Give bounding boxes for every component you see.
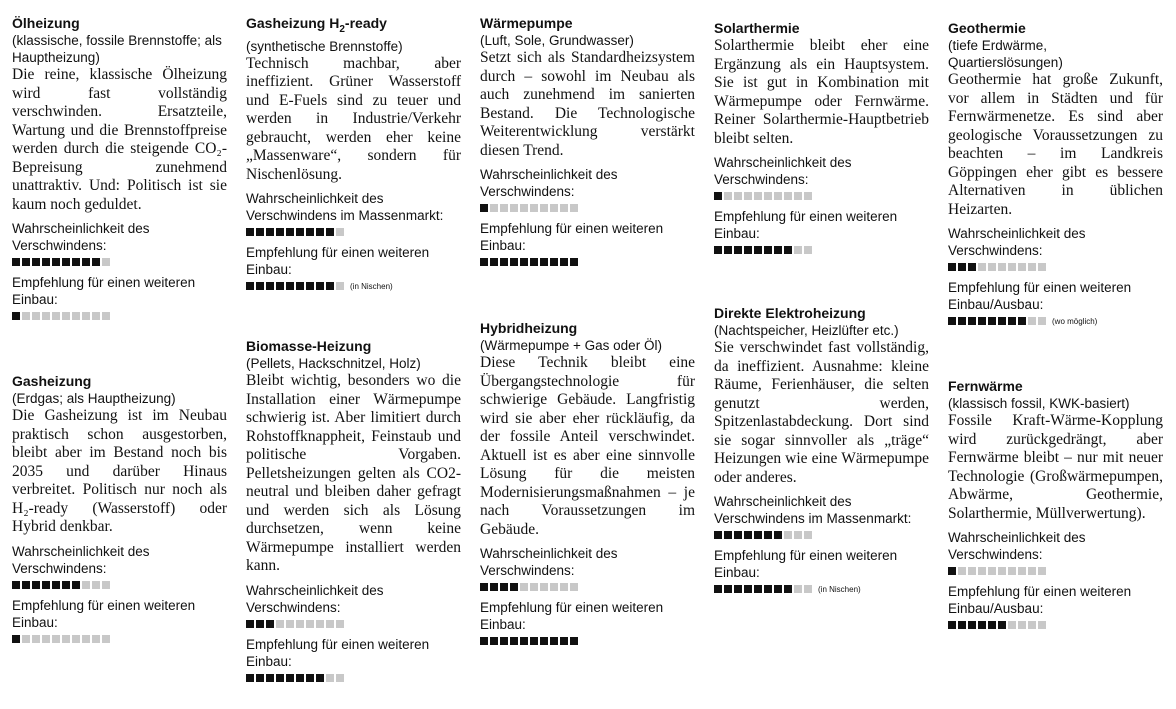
rating-square-empty <box>978 567 986 575</box>
rating-square-filled <box>724 531 732 539</box>
rating-squares <box>246 226 461 238</box>
rating-label: Wahrscheinlichkeit des Verschwindens im Massenmarkt: <box>246 191 444 224</box>
rating-squares <box>480 635 695 647</box>
rating-square-empty <box>784 531 792 539</box>
rating-square-filled <box>714 531 722 539</box>
rating-square-empty <box>500 204 508 212</box>
rating-square-empty <box>540 204 548 212</box>
rating-square-empty <box>82 581 90 589</box>
card-title <box>12 15 227 32</box>
rating-square-empty <box>794 192 802 200</box>
rating-square-empty <box>744 192 752 200</box>
card-title-subscript: 2 <box>339 23 345 35</box>
rating-square-empty <box>42 312 50 320</box>
card-biomasse <box>246 338 461 684</box>
rating-square-filled <box>784 585 792 593</box>
rating-label: Empfehlung für einen weiteren Einbau: <box>480 600 664 632</box>
card-body-text: Geothermie hat große Zukunft, vor allem in Städten und für Fernwärmenetze. Es sind aber geologische Voraussetzungen zu beachten – im Landkreis Göppingen eher gibt es bessere Alternativen in üblichen Heizarten. <box>948 71 1163 218</box>
rating-square-empty <box>336 228 344 236</box>
rating-square-empty <box>988 567 996 575</box>
rating-square-filled <box>316 674 324 682</box>
rating-square-filled <box>744 246 752 254</box>
rating-square-filled <box>276 228 284 236</box>
rating-square-empty <box>530 204 538 212</box>
rating-square-filled <box>510 258 518 266</box>
rating-square-filled <box>774 246 782 254</box>
card-title-text: Biomasse-Heizung <box>246 338 372 354</box>
card-gasheizung <box>12 373 227 645</box>
rating-square-empty <box>316 620 324 628</box>
rating-square-filled <box>296 674 304 682</box>
rating-square-filled <box>306 674 314 682</box>
card-title-text: Fernwärme <box>948 378 1023 394</box>
rating-square-filled <box>958 263 966 271</box>
rating-square-empty <box>1038 263 1046 271</box>
rating-square-filled <box>560 258 568 266</box>
rating-square-empty <box>1008 621 1016 629</box>
rating-square-empty <box>72 635 80 643</box>
rating-squares <box>480 256 695 268</box>
rating-square-empty <box>286 620 294 628</box>
card-title-text: Wärmepumpe <box>480 15 573 31</box>
rating-square-filled <box>256 620 264 628</box>
rating-square-filled <box>256 282 264 290</box>
rating-square-empty <box>1028 317 1036 325</box>
rating-square-filled <box>968 263 976 271</box>
rating-square-empty <box>764 192 772 200</box>
rating-square-filled <box>500 258 508 266</box>
rating-square-filled <box>510 637 518 645</box>
rating-squares <box>246 280 461 292</box>
card-body-text: Setzt sich als Standardheizsystem durch – sowohl im Neubau als auch zunehmend im sanierten Bestand. Die Technologische Weiterentwicklung verstärkt diesen Trend. <box>480 49 695 159</box>
rating-square-filled <box>1008 317 1016 325</box>
rating-square-filled <box>22 258 30 266</box>
rating-square-filled <box>480 258 488 266</box>
rating-square-filled <box>82 258 90 266</box>
rating-square-filled <box>42 258 50 266</box>
rating-square-filled <box>520 258 528 266</box>
card-title <box>948 20 1163 37</box>
card-title-text: Gasheizung H <box>246 15 340 31</box>
card-body-text: Bleibt wichtig, besonders wo die Installation einer Wärmepumpe schwierig ist. Aber limitiert durch Rohstoffknappheit, Feinstaub und politische Vorgaben. Pelletsheizungen gelten als CO2-neutral und bleiben daher gefragt und werden sich als Lösung durchsetzen, wenn keine Wärmepumpe installiert werden kann. <box>246 372 461 574</box>
card-body-text: Solarthermie bleibt eher eine Ergänzung als ein Hauptsystem. Sie ist gut in Kombination mit Wärmepumpe oder Fernwärme. Reiner Solarthermie-Hauptbetrieb bleibt selten. <box>714 37 929 147</box>
rating-square-filled <box>306 228 314 236</box>
rating-square-filled <box>266 228 274 236</box>
rating-square-empty <box>734 192 742 200</box>
card-subtitle: (Erdgas; als Hauptheizung) <box>12 391 176 406</box>
rating-square-filled <box>724 246 732 254</box>
card-body-text: Sie verschwindet fast vollständig, da ineffizient. Ausnahme: kleine Räume, Ferienhäuser, die selten genutzt werden, Spitzenlastabdeckung. Dort sind sie sogar sinnvoller als „träge“ Heizungen wie eine Wärmepumpe oder anderes. <box>714 339 929 486</box>
rating-square-empty <box>22 635 30 643</box>
rating-square-filled <box>550 258 558 266</box>
rating-square-filled <box>296 282 304 290</box>
rating-square-empty <box>336 282 344 290</box>
rating-squares <box>246 672 461 684</box>
card-title <box>480 320 695 337</box>
card-title <box>948 378 1163 395</box>
rating-square-empty <box>1008 263 1016 271</box>
card-body-text: Fossile Kraft-Wärme-Kopplung wird zurückgedrängt, aber Fernwärme bleibt – nur mit neuer Technologie (Großwärmepumpen, Abwärme, Geothermie, Solarthermie, Müllverwertung). <box>948 412 1163 522</box>
rating-square-empty <box>1028 621 1036 629</box>
rating-square-empty <box>276 620 284 628</box>
rating-square-filled <box>774 531 782 539</box>
rating-squares <box>480 581 695 593</box>
rating-square-empty <box>296 620 304 628</box>
rating-square-empty <box>774 192 782 200</box>
rating-square-filled <box>540 258 548 266</box>
rating-square-filled <box>988 317 996 325</box>
rating-label: Empfehlung für einen weiteren Einbau: <box>480 221 664 253</box>
rating-square-filled <box>42 581 50 589</box>
rating-label: Empfehlung für einen weiteren Einbau: <box>12 597 196 630</box>
rating-square-empty <box>570 583 578 591</box>
rating-note: (in Nischen) <box>350 281 393 291</box>
rating-square-filled <box>530 637 538 645</box>
rating-square-filled <box>92 258 100 266</box>
rating-square-filled <box>326 228 334 236</box>
rating-square-empty <box>1018 263 1026 271</box>
rating-square-empty <box>490 204 498 212</box>
rating-label: Wahrscheinlichkeit des Verschwindens: <box>246 582 384 615</box>
card-title <box>480 15 695 32</box>
rating-square-filled <box>774 585 782 593</box>
card-gasheizung-h2 <box>246 15 461 292</box>
rating-square-filled <box>12 258 20 266</box>
rating-square-filled <box>510 583 518 591</box>
card-subtitle: (Pellets, Hackschnitzel, Holz) <box>246 356 421 371</box>
rating-square-filled <box>714 192 722 200</box>
card-title-text: Gasheizung <box>12 373 92 389</box>
rating-square-filled <box>744 531 752 539</box>
rating-squares <box>480 202 695 214</box>
rating-squares <box>948 619 1163 631</box>
card-solarthermie <box>714 20 929 256</box>
rating-square-empty <box>1038 317 1046 325</box>
rating-square-empty <box>102 258 110 266</box>
rating-square-empty <box>510 204 518 212</box>
rating-label: Wahrscheinlichkeit des Verschwindens: <box>480 546 618 578</box>
card-geothermie <box>948 20 1163 327</box>
rating-squares <box>12 256 227 268</box>
rating-square-filled <box>948 621 956 629</box>
rating-label: Empfehlung für einen weiteren Einbau: <box>246 245 430 278</box>
card-elektroheizung <box>714 305 929 595</box>
rating-square-filled <box>754 531 762 539</box>
rating-square-filled <box>958 621 966 629</box>
rating-square-filled <box>480 204 488 212</box>
card-body-text: Technisch machbar, aber ineffizient. Grüner Wasserstoff und E-Fuels sind zu teuer und werden in Industrie/Verkehr gebraucht, werden eher keine „Massenware“, sondern für Nischenlösung. <box>246 54 461 183</box>
rating-square-filled <box>286 228 294 236</box>
rating-square-empty <box>550 583 558 591</box>
rating-square-filled <box>316 228 324 236</box>
rating-square-filled <box>286 282 294 290</box>
rating-square-empty <box>326 620 334 628</box>
rating-square-empty <box>804 531 812 539</box>
rating-square-filled <box>12 312 20 320</box>
rating-note: (wo möglich) <box>1052 316 1098 326</box>
rating-square-filled <box>246 674 254 682</box>
rating-square-empty <box>1018 621 1026 629</box>
rating-square-empty <box>52 635 60 643</box>
rating-square-filled <box>998 317 1006 325</box>
rating-square-empty <box>560 204 568 212</box>
rating-square-filled <box>500 583 508 591</box>
rating-square-empty <box>784 192 792 200</box>
rating-square-filled <box>764 585 772 593</box>
rating-square-filled <box>714 246 722 254</box>
card-subtitle: (Wärmepumpe + Gas oder Öl) <box>480 338 662 353</box>
rating-square-filled <box>550 637 558 645</box>
rating-square-filled <box>560 637 568 645</box>
rating-square-empty <box>978 263 986 271</box>
rating-square-filled <box>296 228 304 236</box>
rating-square-filled <box>316 282 324 290</box>
card-subtitle: (klassisch fossil, KWK-basiert) <box>948 396 1130 411</box>
rating-label: Empfehlung für einen weiteren Einbau/Ausbau: <box>948 280 1132 312</box>
rating-square-filled <box>276 282 284 290</box>
rating-square-empty <box>62 312 70 320</box>
rating-square-empty <box>102 635 110 643</box>
rating-square-filled <box>62 581 70 589</box>
rating-square-filled <box>754 246 762 254</box>
rating-square-empty <box>804 585 812 593</box>
rating-square-empty <box>520 204 528 212</box>
rating-square-filled <box>948 567 956 575</box>
rating-square-filled <box>764 531 772 539</box>
rating-square-filled <box>306 282 314 290</box>
rating-square-empty <box>1018 567 1026 575</box>
rating-square-filled <box>32 581 40 589</box>
card-title <box>714 305 929 322</box>
card-subtitle: (klassische, fossile Brennstoffe; als Hauptheizung) <box>12 33 222 65</box>
rating-square-filled <box>744 585 752 593</box>
rating-square-filled <box>490 637 498 645</box>
rating-square-filled <box>12 581 20 589</box>
rating-square-filled <box>734 246 742 254</box>
rating-square-empty <box>92 581 100 589</box>
rating-square-filled <box>540 637 548 645</box>
rating-label: Wahrscheinlichkeit des Verschwindens: <box>12 543 150 576</box>
card-title-text: Geothermie <box>948 20 1026 36</box>
rating-square-empty <box>754 192 762 200</box>
rating-square-empty <box>82 635 90 643</box>
card-oelheizung <box>12 15 227 322</box>
rating-label: Wahrscheinlichkeit des Verschwindens: <box>714 155 852 187</box>
rating-square-filled <box>52 581 60 589</box>
rating-squares <box>12 579 227 591</box>
rating-squares <box>948 261 1163 273</box>
rating-square-filled <box>968 317 976 325</box>
rating-square-filled <box>988 621 996 629</box>
rating-square-empty <box>968 567 976 575</box>
rating-square-empty <box>988 263 996 271</box>
rating-square-empty <box>804 246 812 254</box>
rating-square-filled <box>480 583 488 591</box>
rating-square-empty <box>958 567 966 575</box>
rating-square-filled <box>570 258 578 266</box>
rating-squares <box>714 583 929 595</box>
rating-square-empty <box>92 312 100 320</box>
rating-square-filled <box>276 674 284 682</box>
card-waermepumpe <box>480 15 695 268</box>
rating-square-empty <box>724 192 732 200</box>
rating-label: Wahrscheinlichkeit des Verschwindens: <box>948 226 1086 258</box>
rating-square-filled <box>12 635 20 643</box>
rating-square-filled <box>570 637 578 645</box>
rating-square-filled <box>784 246 792 254</box>
rating-square-empty <box>1038 567 1046 575</box>
card-title-text: Hybridheizung <box>480 320 578 336</box>
rating-label: Empfehlung für einen weiteren Einbau: <box>714 548 898 580</box>
card-body-text: Diese Technik bleibt eine Übergangstechnologie für schwierige Gebäude. Langfristig wird sie aber eher rückläufig, da der fossile Anteil verschwindet. Aktuell ist es aber eine sinnvolle Lösung für die meisten Modernisierungsmaßnahmen – je nach Voraussetzungen im Gebäude. <box>480 354 695 538</box>
card-title-text: Ölheizung <box>12 15 80 31</box>
rating-square-empty <box>306 620 314 628</box>
rating-square-empty <box>1038 621 1046 629</box>
rating-squares <box>12 633 227 645</box>
rating-square-empty <box>102 312 110 320</box>
rating-square-filled <box>266 620 274 628</box>
rating-square-empty <box>540 583 548 591</box>
rating-note: (in Nischen) <box>818 584 861 594</box>
rating-label: Empfehlung für einen weiteren Einbau: <box>246 636 430 669</box>
rating-square-empty <box>530 583 538 591</box>
rating-squares <box>714 244 929 256</box>
rating-square-filled <box>530 258 538 266</box>
rating-square-filled <box>246 620 254 628</box>
rating-square-empty <box>794 246 802 254</box>
rating-square-empty <box>32 635 40 643</box>
rating-square-filled <box>246 228 254 236</box>
rating-squares <box>12 310 227 322</box>
rating-square-filled <box>958 317 966 325</box>
rating-square-empty <box>794 531 802 539</box>
card-body-text: Die reine, klassische Ölheizung wird fast vollständig verschwinden. Ersatzteile, Wartung und die Brennstoffpreise werden durch die steigende CO₂-Bepreisung zunehmend unattraktiv. Und: Politisch ist sie kaum noch geduldet. <box>12 66 227 213</box>
rating-square-filled <box>948 263 956 271</box>
rating-square-filled <box>256 674 264 682</box>
rating-square-empty <box>52 312 60 320</box>
rating-square-filled <box>326 282 334 290</box>
card-body-text: Die Gasheizung ist im Neubau praktisch schon ausgestorben, bleibt aber im Bestand noch bis 2035 und darüber Hinaus verbreitet. Politisch nur noch als H₂-ready (Wasserstoff) oder Hybrid denkbar. <box>12 407 227 535</box>
rating-square-empty <box>32 312 40 320</box>
rating-square-filled <box>968 621 976 629</box>
rating-square-empty <box>102 581 110 589</box>
rating-square-filled <box>520 637 528 645</box>
rating-square-filled <box>256 228 264 236</box>
rating-square-empty <box>92 635 100 643</box>
rating-square-empty <box>72 312 80 320</box>
rating-square-filled <box>490 583 498 591</box>
rating-square-empty <box>1008 567 1016 575</box>
rating-label: Wahrscheinlichkeit des Verschwindens: <box>12 221 150 253</box>
rating-square-empty <box>998 567 1006 575</box>
rating-square-filled <box>500 637 508 645</box>
rating-squares <box>948 315 1163 327</box>
rating-square-empty <box>550 204 558 212</box>
rating-square-filled <box>734 531 742 539</box>
rating-square-empty <box>1028 567 1036 575</box>
rating-square-empty <box>82 312 90 320</box>
rating-square-empty <box>326 674 334 682</box>
rating-square-filled <box>286 674 294 682</box>
rating-square-filled <box>62 258 70 266</box>
card-subtitle: (Nachtspeicher, Heizlüfter etc.) <box>714 323 899 338</box>
rating-square-empty <box>998 263 1006 271</box>
rating-square-filled <box>978 317 986 325</box>
rating-square-empty <box>42 635 50 643</box>
rating-squares <box>714 529 929 541</box>
rating-square-empty <box>570 204 578 212</box>
rating-square-filled <box>480 637 488 645</box>
card-subtitle: (tiefe Erdwärme, Quartierslösungen) <box>948 38 1063 70</box>
rating-square-filled <box>978 621 986 629</box>
card-title-suffix: -ready <box>344 15 387 31</box>
rating-square-filled <box>734 585 742 593</box>
card-title <box>246 338 461 355</box>
rating-squares <box>714 190 929 202</box>
rating-label: Wahrscheinlichkeit des Verschwindens: <box>480 167 618 199</box>
rating-square-filled <box>754 585 762 593</box>
rating-square-filled <box>948 317 956 325</box>
rating-square-filled <box>1018 317 1026 325</box>
card-subtitle: (Luft, Sole, Grundwasser) <box>480 33 634 48</box>
rating-square-filled <box>724 585 732 593</box>
rating-square-empty <box>560 583 568 591</box>
rating-square-empty <box>520 583 528 591</box>
rating-square-filled <box>72 258 80 266</box>
rating-square-filled <box>266 282 274 290</box>
rating-square-empty <box>804 192 812 200</box>
rating-square-empty <box>336 674 344 682</box>
rating-square-filled <box>52 258 60 266</box>
rating-square-empty <box>336 620 344 628</box>
rating-label: Empfehlung für einen weiteren Einbau/Ausbau: <box>948 584 1132 616</box>
rating-square-filled <box>998 621 1006 629</box>
rating-square-filled <box>764 246 772 254</box>
rating-label: Empfehlung für einen weiteren Einbau: <box>714 209 898 241</box>
rating-square-filled <box>490 258 498 266</box>
card-hybridheizung <box>480 320 695 647</box>
card-title <box>714 20 929 37</box>
rating-label: Wahrscheinlichkeit des Verschwindens: <box>948 530 1086 562</box>
rating-square-filled <box>246 282 254 290</box>
rating-squares <box>246 618 461 630</box>
rating-square-empty <box>1028 263 1036 271</box>
card-title <box>246 15 461 38</box>
card-fernwaerme <box>948 378 1163 631</box>
rating-square-empty <box>794 585 802 593</box>
rating-label: Empfehlung für einen weiteren Einbau: <box>12 275 196 307</box>
rating-square-empty <box>22 312 30 320</box>
rating-square-filled <box>714 585 722 593</box>
rating-square-filled <box>32 258 40 266</box>
rating-square-filled <box>72 581 80 589</box>
rating-square-filled <box>266 674 274 682</box>
rating-label: Wahrscheinlichkeit des Verschwindens im Massenmarkt: <box>714 494 912 526</box>
card-title-text: Direkte Elektroheizung <box>714 305 866 321</box>
card-subtitle: (synthetische Brennstoffe) <box>246 38 403 54</box>
card-title <box>12 373 227 390</box>
rating-square-empty <box>62 635 70 643</box>
rating-squares <box>948 565 1163 577</box>
card-title-text: Solarthermie <box>714 20 800 36</box>
rating-square-filled <box>22 581 30 589</box>
